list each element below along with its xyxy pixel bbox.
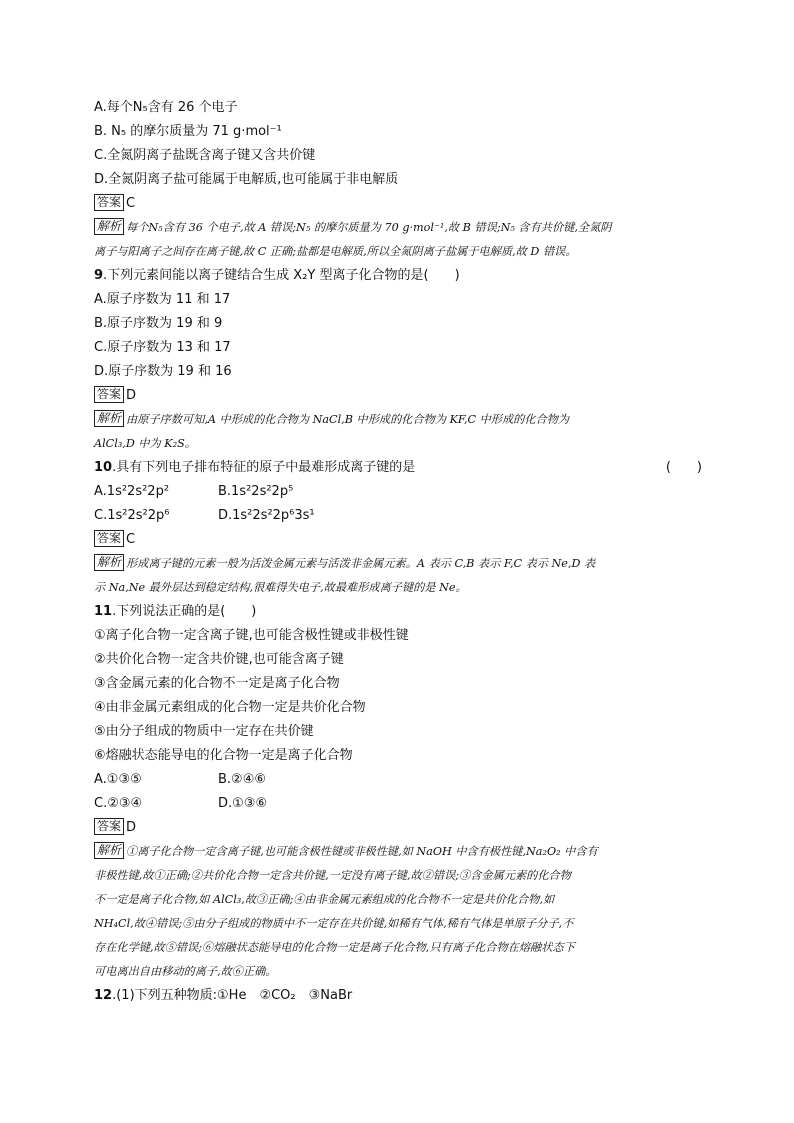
question-stem: 11.下列说法正确的是( ) — [94, 604, 257, 619]
answer-value: C — [126, 532, 136, 547]
option-d: D.1s²2s²2p⁶3s¹ — [218, 508, 315, 523]
option-line: B. N₅ 的摩尔质量为 71 g·mol⁻¹ — [94, 124, 282, 139]
answer-value: D — [126, 388, 137, 403]
question-stem: 10.具有下列电子排布特征的原子中最难形成离子键的是 ( ) — [94, 456, 706, 480]
option-a: A.1s²2s²2p² — [94, 484, 170, 499]
answer-value: D — [126, 820, 137, 835]
statement-line: ⑤由分子组成的物质中一定存在共价键 — [94, 724, 314, 739]
answer-line — [94, 528, 706, 552]
answer-line — [94, 192, 706, 216]
analysis-line: 解析 ①离子化合物一定含离子键,也可能含极性键或非极性键,如 NaOH 中含有极性键,Na₂O₂ 中含有 — [94, 840, 706, 864]
question-stem: 12.(1)下列五种物质:①He ②CO₂ ③NaBr — [94, 988, 353, 1003]
answer-tag: 答案 — [94, 530, 124, 547]
question-number: 11 — [94, 604, 113, 619]
option-b: B.1s²2s²2p⁵ — [218, 484, 294, 499]
analysis-tag: 解析 — [94, 410, 124, 427]
analysis-line: 示 Na,Ne 最外层达到稳定结构,很难得失电子,故最难形成离子键的是 Ne。 — [94, 581, 467, 594]
analysis-line: 可电离出自由移动的离子,故⑥正确。 — [94, 965, 277, 978]
document-page — [94, 96, 706, 1008]
analysis-tag: 解析 — [94, 842, 124, 859]
analysis-line: 离子与阳离子之间存在离子键,故 C 正确;盐都是电解质,所以全氮阴离子盐属于电解质,故 D 错误。 — [94, 245, 577, 258]
option-d: D.①③⑥ — [218, 796, 268, 811]
question-stem: 9.下列元素间能以离子键结合生成 X₂Y 型离子化合物的是( ) — [94, 268, 460, 283]
option-a: A.①③⑤ — [94, 772, 142, 787]
statement-line: ③含金属元素的化合物不一定是离子化合物 — [94, 676, 340, 691]
option-c: C.②③④ — [94, 796, 143, 811]
answer-value: C — [126, 196, 136, 211]
question-number: 9 — [94, 268, 104, 283]
analysis-line: AlCl₃,D 中为 K₂S。 — [94, 437, 196, 450]
option-line: D.全氮阴离子盐可能属于电解质,也可能属于非电解质 — [94, 172, 399, 187]
statement-line: ①离子化合物一定含离子键,也可能含极性键或非极性键 — [94, 628, 409, 643]
option-c: C.1s²2s²2p⁶ — [94, 508, 170, 523]
option-row — [94, 480, 706, 504]
option-line: C.全氮阴离子盐既含离子键又含共价键 — [94, 148, 316, 163]
analysis-tag: 解析 — [94, 554, 124, 571]
statement-line: ④由非金属元素组成的化合物一定是共价化合物 — [94, 700, 366, 715]
question-number: 10 — [94, 460, 113, 475]
question-number: 12 — [94, 988, 113, 1003]
analysis-tag: 解析 — [94, 218, 124, 235]
option-row — [94, 768, 706, 792]
statement-line: ②共价化合物一定含共价键,也可能含离子键 — [94, 652, 344, 667]
analysis-line: 解析 每个N₅含有 36 个电子,故 A 错误;N₅ 的摩尔质量为 70 g·mol⁻¹,故 B 错误;N₅ 含有共价键,全氮阴 — [94, 216, 706, 240]
answer-tag: 答案 — [94, 194, 124, 211]
option-line: A.每个N₅含有 26 个电子 — [94, 100, 238, 115]
option-line: A.原子序数为 11 和 17 — [94, 292, 231, 307]
answer-tag: 答案 — [94, 386, 124, 403]
analysis-line: 非极性键,故①正确;②共价化合物一定含共价键,一定没有离子键,故②错误;③含金属元素的化合物 — [94, 869, 571, 882]
statement-line: ⑥熔融状态能导电的化合物一定是离子化合物 — [94, 748, 353, 763]
answer-tag: 答案 — [94, 818, 124, 835]
analysis-line: 解析 形成离子键的元素一般为活泼金属元素与活泼非金属元素。A 表示 C,B 表示 F,C 表示 Ne,D 表 — [94, 552, 706, 576]
option-line: B.原子序数为 19 和 9 — [94, 316, 223, 331]
analysis-line: NH₄Cl,故④错误;⑤由分子组成的物质中不一定存在共价键,如稀有气体,稀有气体是单原子分子,不 — [94, 917, 574, 930]
option-line: C.原子序数为 13 和 17 — [94, 340, 231, 355]
answer-line — [94, 816, 706, 840]
option-row — [94, 792, 706, 816]
option-row — [94, 504, 706, 528]
analysis-line: 不一定是离子化合物,如 AlCl₃,故③正确;④由非金属元素组成的化合物不一定是共价化合物,如 — [94, 893, 555, 906]
option-b: B.②④⑥ — [218, 772, 267, 787]
analysis-line: 解析 由原子序数可知,A 中形成的化合物为 NaCl,B 中形成的化合物为 KF,C 中形成的化合物为 — [94, 408, 706, 432]
option-line: D.原子序数为 19 和 16 — [94, 364, 232, 379]
answer-line — [94, 384, 706, 408]
analysis-line: 存在化学键,故⑤错误;⑥熔融状态能导电的化合物一定是离子化合物,只有离子化合物在熔融状态下 — [94, 941, 575, 954]
answer-blank: ( ) — [665, 460, 702, 475]
